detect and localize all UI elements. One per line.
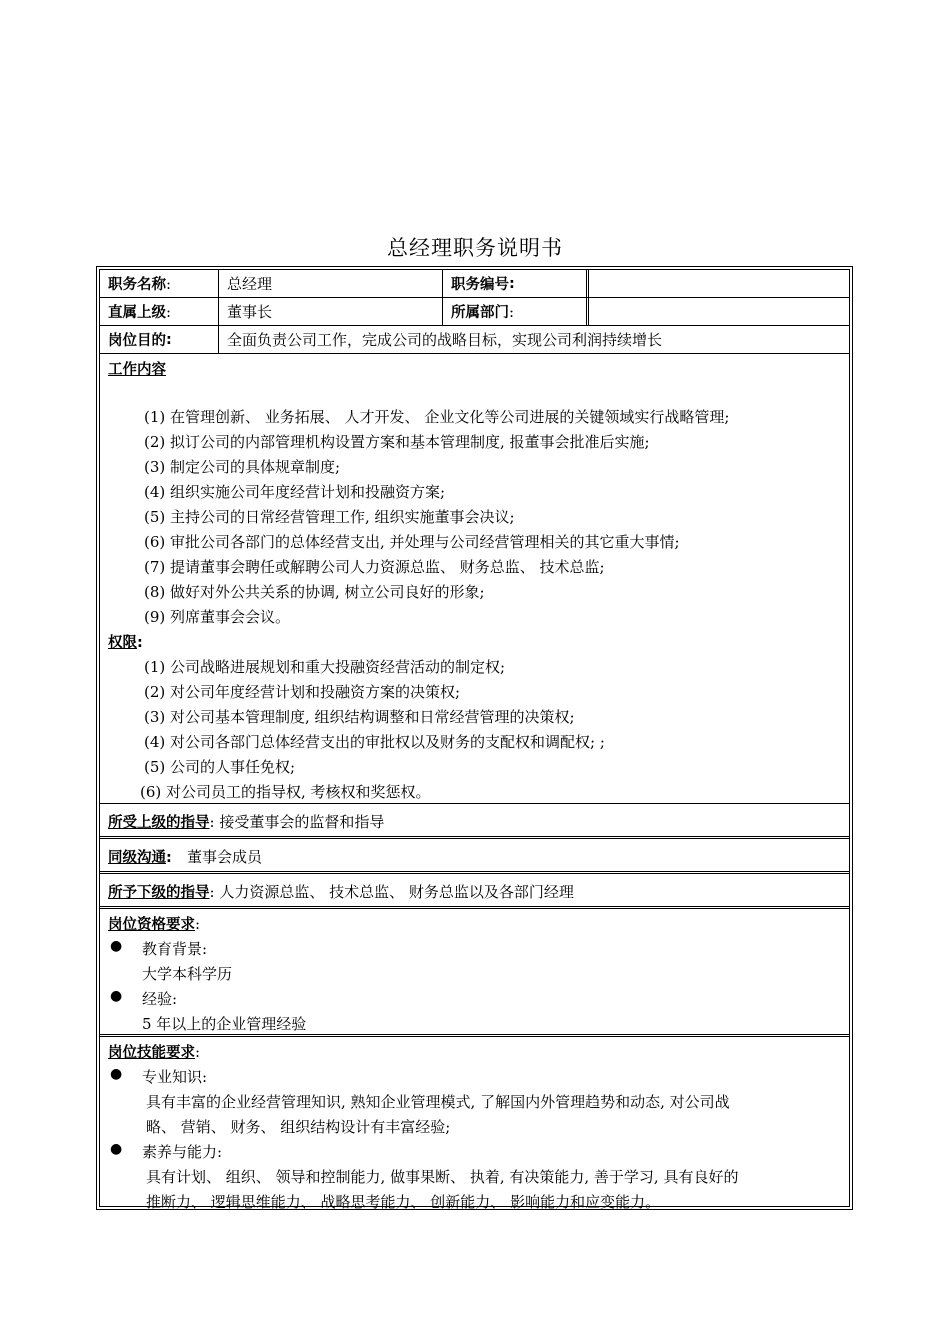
row-guidance-to-subordinates: 所予下级的指导: 人力资源总监、 技术总监、 财务总监以及各部门经理 (100, 874, 849, 909)
peer-communication-label: 同级沟通 (108, 850, 166, 866)
purpose-label: 岗位目的 (108, 333, 166, 349)
duties-heading: 工作内容 (108, 362, 166, 378)
authority-item: (3) 对公司基本管理制度, 组织结构调整和日常经营管理的决策权; (144, 708, 575, 726)
bullet-icon: ● (110, 938, 123, 954)
position-no-value (586, 270, 849, 297)
position-name-label: 职务名称 (108, 277, 166, 293)
department-value (586, 298, 849, 325)
guidance-to-subordinates-label: 所予下级的指导 (108, 885, 210, 901)
duty-item: (6) 审批公司各部门的总体经营支出, 并处理与公司经营管理相关的其它重大事情; (144, 533, 680, 551)
duty-item: (4) 组织实施公司年度经营计划和投融资方案; (144, 483, 446, 501)
bullet-icon: ● (110, 988, 123, 1004)
authority-item: (4) 对公司各部门总体经营支出的审批权以及财务的支配权和调配权; ; (144, 733, 605, 751)
document-title: 总经理职务说明书 (387, 236, 563, 260)
department-label: 所属部门 (451, 305, 509, 321)
position-no-label: 职务编号 (451, 277, 509, 293)
section-duties-authority: 工作内容 (1) 在管理创新、 业务拓展、 人才开发、 企业文化等公司进展的关键领域实行战略管理; (2) 拟订公司的内部管理机构设置方案和基本管理制度, 报董事会批准后实施; (3) 制定公司的具体规章制度; (4) 组织实施公司年度经营计划和投融资方案; (5) 主持公司的日常经营管理工作, 组织实施董事会决议; (6) 审批公司各部门的总体经营支出, 并处理与公司经营管理相关的其它重大事情; (7) 提请董事会聘任或解聘公司人力资源总监、 财务总监、 技术总监; (8) 做好对外公共关系的协调, 树立公司良好的形象; (9) 列席董事会会议。 权限: (1) 公司战略进展规划和重大投融资经营活动的制定权; (2) 对公司年度经营计划和投融资方案的决策权; (3) 对公司基本管理制度, 组织结构调整和日常经营管理的决策权; (4) 对公司各部门总体经营支出的审批权以及财务的支配权和调配权; ; (5) 公司的人事任免权; (6) 对公司员工的指导权, 考核权和奖惩权。 (100, 354, 849, 804)
row-purpose: 岗位目的 : 全面负责公司工作，完成公司的战略目标，实现公司利润持续增长 (100, 326, 849, 354)
qualifications-heading: 岗位资格要求 (108, 917, 195, 933)
guidance-from-superior-value: 接受董事会的监督和指导 (219, 813, 385, 831)
ability-text: 推断力、 逻辑思维能力、 战略思考能力、 创新能力、 影响能力和应变能力。 (146, 1193, 661, 1211)
duty-item: (3) 制定公司的具体规章制度; (144, 458, 341, 476)
superior-label: 直属上级 (108, 305, 166, 321)
row-peer-communication: 同级沟通: 董事会成员 (100, 839, 849, 874)
section-qualifications: 岗位资格要求: ● 教育背景: 大学本科学历 ● 经验: 5 年以上的企业管理经验 (100, 909, 849, 1037)
guidance-to-subordinates-value: 人力资源总监、 技术总监、 财务总监以及各部门经理 (219, 883, 574, 901)
duty-item: (1) 在管理创新、 业务拓展、 人才开发、 企业文化等公司进展的关键领域实行战略管理; (144, 408, 730, 426)
duty-item: (8) 做好对外公共关系的协调, 树立公司良好的形象; (144, 583, 485, 601)
knowledge-label: 专业知识: (142, 1068, 208, 1086)
duty-item: (9) 列席董事会会议。 (144, 608, 291, 626)
education-label: 教育背景: (142, 940, 208, 958)
duty-item: (5) 主持公司的日常经营管理工作, 组织实施董事会决议; (144, 508, 515, 526)
education-value: 大学本科学历 (142, 965, 233, 983)
section-skills: 岗位技能要求: ● 专业知识: 具有丰富的企业经营管理知识, 熟知企业管理模式, 了解国内外管理趋势和动态, 对公司战 略、 营销、 财务、 组织结构设计有丰富经验; ● 素养与能力: 具有计划、 组织、 领导和控制能力, 做事果断、 执着, 有决策能力, 善于学习, 具有良好的 推断力、 逻辑思维能力、 战略思考能力、 创新能力、 影响能力和应变能力。 (108, 1043, 739, 1211)
knowledge-text: 具有丰富的企业经营管理知识, 熟知企业管理模式, 了解国内外管理趋势和动态, 对公司战 (146, 1093, 730, 1111)
superior-value: 董事长 (218, 298, 442, 325)
bullet-icon: ● (110, 1066, 123, 1082)
bullet-icon: ● (110, 1141, 123, 1157)
duty-item: (7) 提请董事会聘任或解聘公司人力资源总监、 财务总监、 技术总监; (144, 558, 605, 576)
duty-item: (2) 拟订公司的内部管理机构设置方案和基本管理制度, 报董事会批准后实施; (144, 433, 650, 451)
authority-item: (1) 公司战略进展规划和重大投融资经营活动的制定权; (144, 658, 506, 676)
job-description-table (96, 266, 853, 1210)
row-superior: 直属上级 : 董事长 所属部门 : (100, 298, 849, 326)
ability-text: 具有计划、 组织、 领导和控制能力, 做事果断、 执着, 有决策能力, 善于学习, 具有良好的 (146, 1168, 739, 1186)
position-name-value: 总经理 (218, 270, 442, 297)
experience-label: 经验: (142, 990, 178, 1008)
authority-item: (6) 对公司员工的指导权, 考核权和奖惩权。 (140, 783, 431, 801)
purpose-value: 全面负责公司工作，完成公司的战略目标，实现公司利润持续增长 (218, 326, 849, 353)
authority-heading: 权限 (108, 635, 137, 651)
peer-communication-value: 董事会成员 (186, 848, 262, 866)
skills-heading: 岗位技能要求 (108, 1045, 195, 1061)
knowledge-text: 略、 营销、 财务、 组织结构设计有丰富经验; (146, 1118, 451, 1136)
ability-label: 素养与能力: (142, 1143, 223, 1161)
guidance-from-superior-label: 所受上级的指导 (108, 815, 210, 831)
authority-item: (5) 公司的人事任免权; (144, 758, 296, 776)
row-guidance-from-superior: 所受上级的指导: 接受董事会的监督和指导 (100, 804, 849, 839)
experience-value: 5 年以上的企业管理经验 (142, 1015, 307, 1033)
row-position-name: 职务名称 : 总经理 职务编号 : (100, 270, 849, 298)
authority-item: (2) 对公司年度经营计划和投融资方案的决策权; (144, 683, 461, 701)
